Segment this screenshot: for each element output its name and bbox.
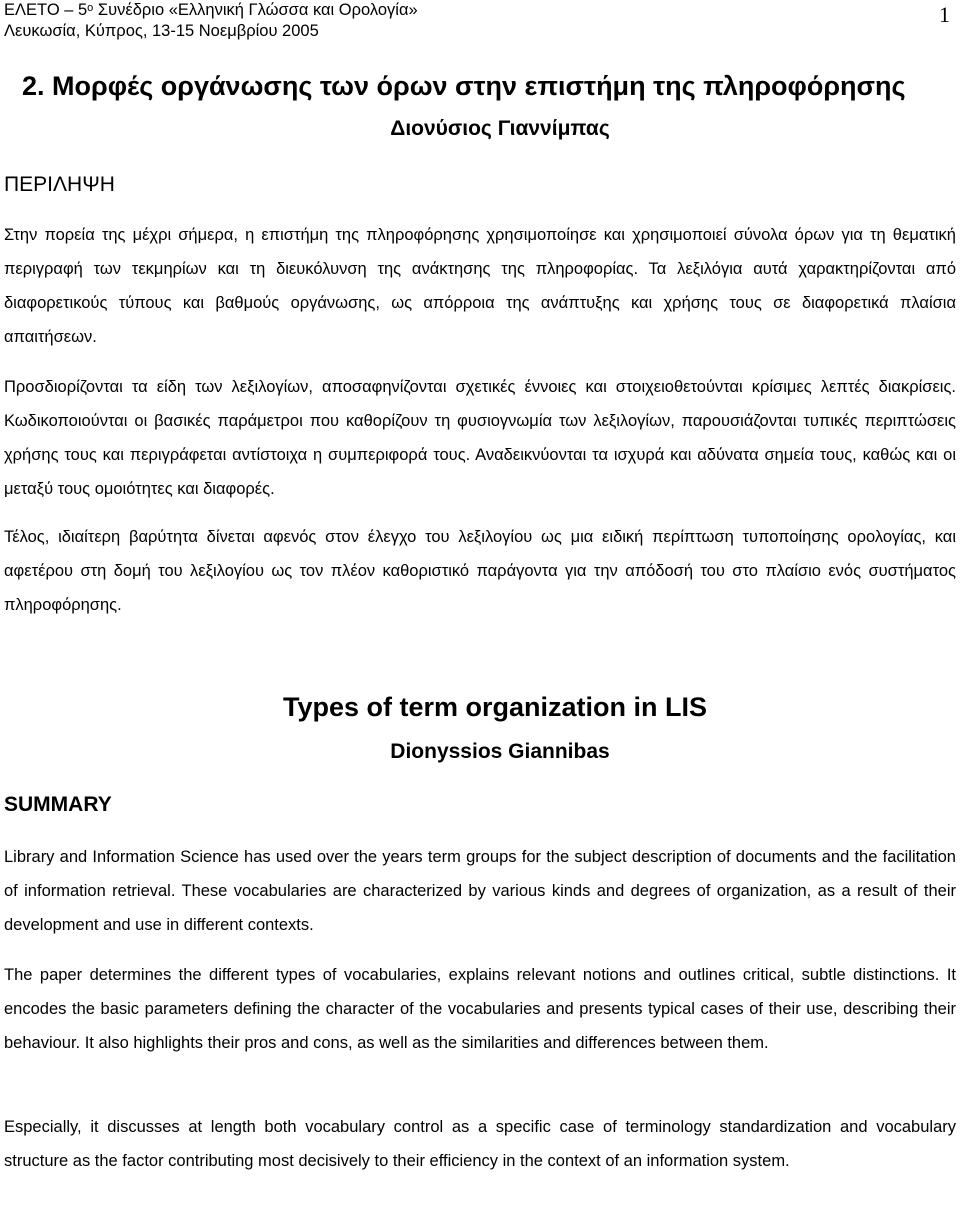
greek-paragraph-2: Προσδιορίζονται τα είδη των λεξιλογίων, αποσαφηνίζονται σχετικές έννοιες και στοιχειοθετούνται κρίσιμες λεπτές διακρίσεις. Κωδικοποιούνται οι βασικές παράμετροι που καθορίζουν τη φυσιογνωμία των λεξιλογίων, παρουσιάζονται τυπικές περιπτώσεις χρήσης τους και περιγράφεται αντίστοιχα η συμπεριφορά τους. Αναδεικνύονται τα ισχυρά και αδύνατα σημεία τους, καθώς και οι μεταξύ τους ομοιότητες και διαφορές. — [4, 378, 956, 498]
page-header — [4, 0, 956, 42]
conference-title — [4, 0, 956, 21]
conference-title-prefix: ΕΛΕΤΟ – 5 — [4, 1, 88, 19]
english-paragraph-1: Library and Information Science has used over the years term groups for the subject description of documents and the facilitation of information retrieval. These vocabularies are characterized by various kinds and degrees of organization, as a result of their development and use in different contexts. — [4, 848, 956, 934]
page-number: 1 — [939, 2, 950, 27]
english-author: Dionyssios Giannibas — [390, 740, 610, 763]
english-summary-heading: SUMMARY — [4, 793, 112, 816]
greek-title: 2. Μορφές οργάνωσης των όρων στην επιστήμη της πληροφόρησης — [22, 71, 906, 101]
greek-paragraph-3: Τέλος, ιδιαίτερη βαρύτητα δίνεται αφενός στον έλεγχο του λεξιλογίου ως μια ειδική περίπτωση τυποποίησης ορολογίας, και αφετέρου στη δομή του λεξιλογίου ως τον πλέον καθοριστικό παράγοντα για την απόδοσή του στο πλαίσιο ενός συστήματος πληροφόρησης. — [4, 528, 956, 614]
conference-location-date: Λευκωσία, Κύπρος, 13-15 Νοεμβρίου 2005 — [4, 22, 319, 40]
english-title: Types of term organization in LIS — [282, 692, 708, 722]
greek-author: Διονύσιος Γιαννίμπας — [390, 117, 610, 140]
greek-paragraph-1: Στην πορεία της μέχρι σήμερα, η επιστήμη της πληροφόρησης χρησιμοποίησε και χρησιμοποιεί σύνολα όρων για τη θεματική περιγραφή των τεκμηρίων και τη διευκόλυνση της ανάκτησης της πληροφορίας. Τα λεξιλόγια αυτά χαρακτηρίζονται από διαφορετικούς τύπους και βαθμούς οργάνωσης, ως απόρροια της ανάπτυξης και χρήσης τους σε διαφορετικά πλαίσια απαιτήσεων. — [4, 226, 956, 346]
ordinal-superscript: ο — [87, 2, 94, 14]
english-paragraph-3: Especially, it discusses at length both vocabulary control as a specific case of terminology standardization and vocabulary structure as the factor contributing most decisively to their efficiency in the context of an information system. — [4, 1118, 956, 1170]
greek-abstract-heading: ΠΕΡΙΛΗΨΗ — [4, 173, 115, 196]
english-paragraph-2: The paper determines the different types of vocabularies, explains relevant notions and outlines critical, subtle distinctions. It encodes the basic parameters defining the character of the vocabularies and presents typical cases of their use, describing their behaviour. It also highlights their pros and cons, as well as the similarities and differences between them. — [4, 966, 956, 1052]
conference-title-suffix: Συνέδριο «Ελληνική Γλώσσα και Ορολογία» — [93, 1, 418, 19]
